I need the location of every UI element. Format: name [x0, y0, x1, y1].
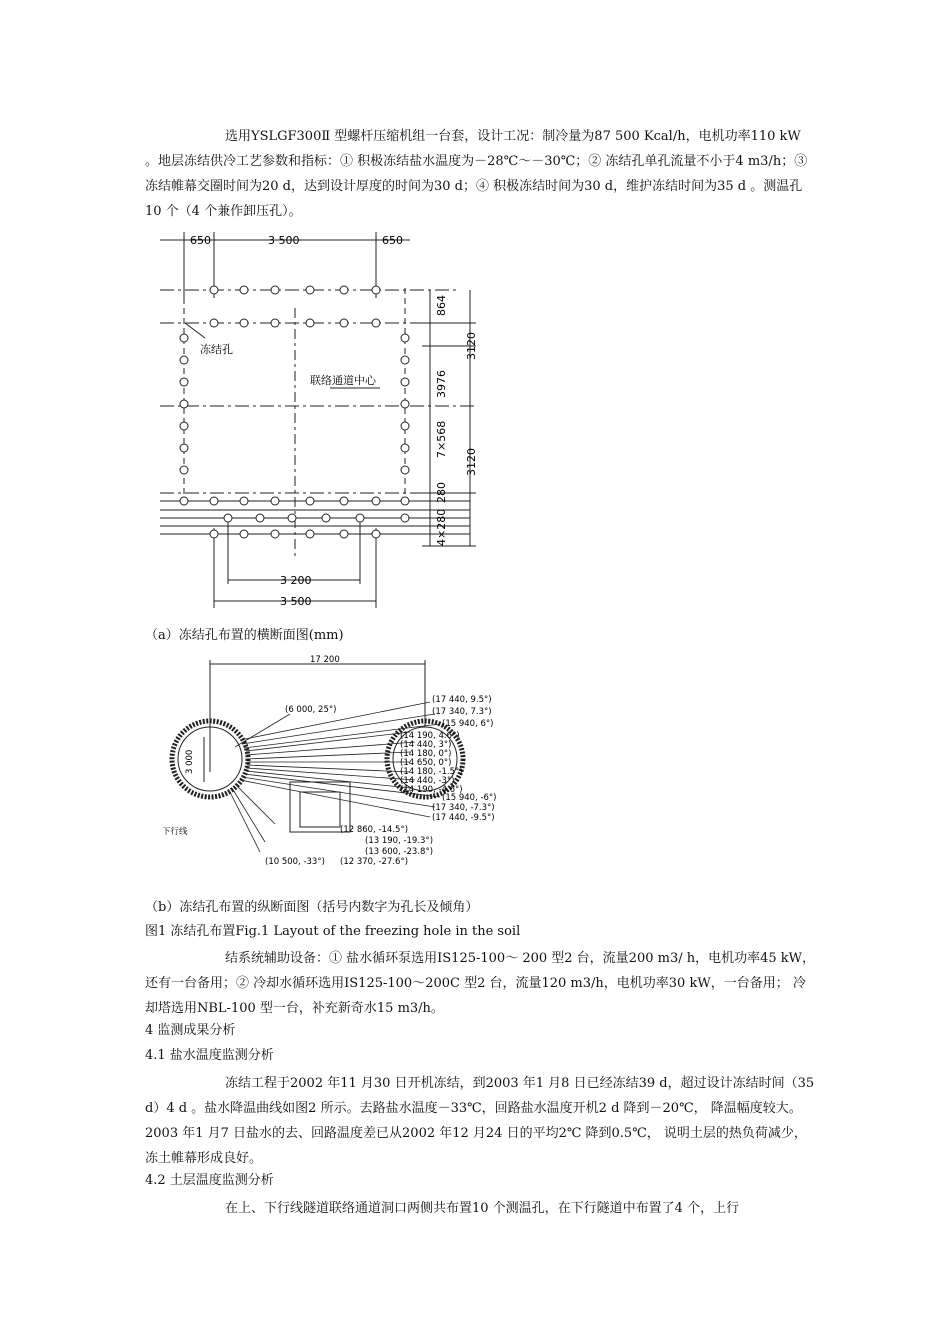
figure-1-caption: 图1 冻结孔布置Fig.1 Layout of the freezing hole in the soil — [145, 924, 521, 939]
figure-a-caption: （a）冻结孔布置的横断面图(mm) — [145, 628, 344, 643]
fig-b-diameter: 3 000 — [185, 749, 195, 774]
hole-label: (17 340, -7.3°) — [432, 803, 495, 813]
fig-b-left-label: (6 000, 25°) — [285, 705, 337, 715]
dim-280: 280 — [435, 482, 448, 503]
label-freezing-hole: 冻结孔 — [200, 343, 233, 356]
hole-label: (14 180, -1.5°) — [400, 767, 463, 777]
hole-label: (14 440, -3°) — [400, 776, 455, 786]
hole-label: (12 860, -14.5°) — [340, 825, 409, 835]
dim-3500-top: 3 500 — [268, 234, 300, 247]
dim-7x568: 7×568 — [435, 420, 448, 458]
section-4-heading: 4 监测成果分析 — [145, 1023, 236, 1038]
hole-label: (10 500, -33°) — [265, 857, 325, 867]
hole-label: (14 180, 0°) — [400, 749, 452, 759]
hole-label: (17 340, 7.3°) — [432, 707, 492, 717]
hole-label: (13 190, -19.3°) — [365, 836, 434, 846]
figure-b-caption: （b）冻结孔布置的纵断面图（括号内数字为孔长及倾角） — [145, 900, 479, 915]
label-channel-center: 联络通道中心 — [310, 374, 376, 387]
dim-3120-top: 3120 — [465, 332, 478, 360]
hole-label: (14 650, 0°) — [400, 758, 452, 768]
figure-a-cross-section — [160, 228, 490, 618]
hole-label: (14 440, 3°) — [400, 740, 452, 750]
hole-label: (12 370, -27.6°) — [340, 857, 409, 867]
dim-650-left: 650 — [190, 234, 211, 247]
dim-864: 864 — [435, 295, 448, 316]
dim-4x280: 4×280 — [435, 508, 448, 546]
fig-b-length: 17 200 — [310, 655, 340, 665]
dim-3976: 3976 — [435, 370, 448, 398]
hole-label: (14 190, 4.6°) — [400, 731, 460, 741]
dim-3120-bottom: 3120 — [465, 448, 478, 476]
section-4-1-heading: 4.1 盐水温度监测分析 — [145, 1048, 274, 1063]
hole-label: (13 600, -23.8°) — [365, 847, 434, 857]
hole-label: (15 940, 6°) — [442, 719, 494, 729]
hole-label: (14 190, -4.6°) — [400, 785, 463, 795]
section-4-1-paragraph: 冻结工程于2002 年11 月30 日开机冻结，到2003 年1 月8 日已经冻结39 d，超过设计冻结时间（35 d）4 d 。盐水降温曲线如图2 所示。去路盐水温度－33℃，回路盐水温度开机2 d 降到－20℃， 降温幅度较大。2003 年1 月7 日盐水的去、回路温度差已从2002 年12 月24 日的平均2℃ 降到0.5℃， 说明土层的热负荷减少，冻土帷幕形成良好。 — [145, 1076, 815, 1166]
aux-equipment-paragraph: 结系统辅助设备：① 盐水循环泵选用IS125-100～ 200 型2 台，流量200 m3/ h，电机功率45 kW， 还有一台备用；② 冷却水循环选用IS125-100～200C 型2 台，流量120 m3/h，电机功率30 kW，一台备用； 冷却塔选用NBL-100 型一台，补充新奇水15 m3/h。 — [145, 951, 816, 1016]
hole-label: (15 940, -6°) — [442, 793, 497, 803]
dim-3500-bottom: 3 500 — [280, 595, 312, 608]
figure-b-longitudinal-section — [160, 652, 540, 867]
section-4-2-paragraph: 在上、下行线隧道联络通道洞口两侧共布置10 个测温孔，在下行隧道中布置了4 个，上行 — [225, 1201, 740, 1216]
intro-paragraph: 选用YSLGF300Ⅱ 型螺杆压缩机组一台套，设计工况：制冷量为87 500 Kcal/h，电机功率110 kW 。地层冻结供冷工艺参数和指标：① 积极冻结盐水温度为－28℃～－30℃；② 冻结孔单孔流量不小于4 m3/h；③ 冻结帷幕交圈时间为20 d，达到设计厚度的时间为30 d；④ 积极冻结时间为30 d，维护冻结时间为35 d 。测温孔10 个（4 个兼作卸压孔）。 — [145, 129, 808, 219]
fig-b-tunnel-label: 下行线 — [162, 827, 188, 837]
dim-3200: 3 200 — [280, 574, 312, 587]
hole-label: (17 440, -9.5°) — [432, 813, 495, 823]
hole-label: (17 440, 9.5°) — [432, 695, 492, 705]
section-4-2-heading: 4.2 土层温度监测分析 — [145, 1173, 274, 1188]
dim-650-right: 650 — [382, 234, 403, 247]
